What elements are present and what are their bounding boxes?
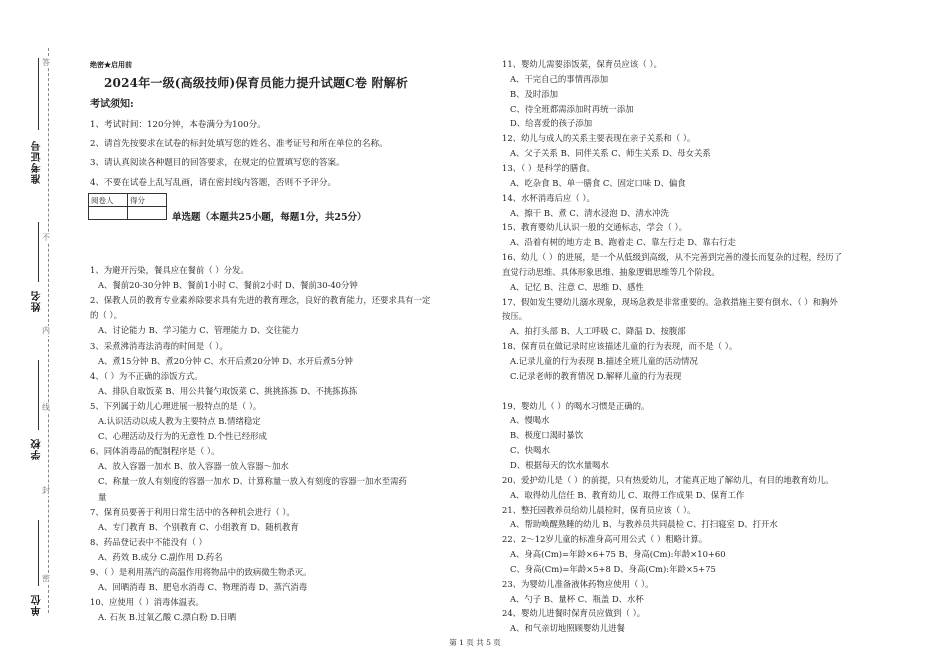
- question-line: 8、药品登记表中不能没有（ ）: [90, 536, 207, 547]
- answer-option-line: A、慢喝水: [510, 415, 550, 426]
- question-line: 1、为避开污染，餐具应在餐前（ ）分发。: [90, 265, 249, 275]
- answer-option-line: B、极度口渴时暴饮: [510, 430, 584, 441]
- question-line: 22、2～12岁儿童的标准身高可用公式（ ）粗略计算。: [502, 534, 708, 545]
- answer-option-line: A、排队自取饭菜 B、用公共餐勺取饭菜 C、挑挑拣拣 D、不挑拣拣拣: [98, 385, 358, 396]
- answer-option-line: A、干完自己的事情再添加: [510, 73, 609, 84]
- notice-heading: 考试须知:: [90, 99, 134, 110]
- answer-option-line: A、讨论能力 B、学习能力 C、管理能力 D、交往能力: [98, 325, 299, 336]
- page-title: 2024年一级(高级技师)保育员能力提升试题C卷 附解析: [104, 76, 409, 90]
- answer-option-line: D、根据每天的饮水量喝水: [510, 459, 609, 470]
- school-blank[interactable]: [38, 360, 39, 430]
- notice-line: 1、考试时间：120分钟，本卷满分为100分。: [90, 120, 266, 130]
- answer-option-line: D、给喜爱的孩子添加: [510, 118, 593, 129]
- seal-mark: 不: [42, 233, 50, 242]
- question-line: 23、为婴幼儿准备液体药物应使用（ ）。: [502, 578, 654, 589]
- field-unit: 单位: [32, 594, 43, 616]
- question-line: 11、婴幼儿需要添饭菜，保育员应该（ ）。: [502, 59, 662, 69]
- question-line: 19、婴幼儿（ ）的喝水习惯是正确的。: [502, 400, 650, 411]
- score-table-score: 得分: [128, 194, 167, 207]
- question-line: 17、假如发生婴幼儿溺水现象，现场急救是非常重要的。急救措施主要有倒水、（ ）和胸外: [502, 296, 838, 307]
- question-line: 16、幼儿（ ）的进展，是一个从低级到高级，从不完善到完善的漫长而复杂的过程，经历了: [502, 252, 842, 263]
- field-exam-number: 准考证号: [32, 140, 43, 184]
- question-line: 2、保教人员的教育专业素养除要求具有先进的教育理念，良好的教育能力，还要求具有一定: [90, 295, 431, 306]
- answer-option-line: A、帮助唤醒熟睡的幼儿 B、与教养员共同晨检 C、打扫寝室 D、打开水: [510, 519, 778, 530]
- question-line: 直觉行动思维、具体形象思维、抽象逻辑思维等几个阶段。: [502, 266, 720, 277]
- seal-mark: 线: [42, 403, 50, 412]
- answer-option-line: A. 石灰 B.过氧乙酸 C.漂白粉 D.日晒: [98, 612, 237, 623]
- field-name: 姓名: [32, 290, 43, 312]
- answer-option-line: A.认识活动以成人教为主要特点 B.情绪稳定: [98, 416, 261, 426]
- answer-option-line: A、勺子 B、量杯 C、瓶盖 D、水杯: [510, 593, 644, 604]
- question-line: 15、教育婴幼儿认识一般的交通标志，学会（ ）。: [502, 222, 687, 233]
- seal-mark: 内: [42, 326, 50, 335]
- answer-option-line: A、取得幼儿信任 B、教育幼儿 C、取得工作成果 D、保育工作: [510, 489, 745, 500]
- answer-option-line: A、身高(Cm)=年龄×6+75 B、身高(Cm):年龄×10+60: [510, 549, 726, 560]
- score-cell[interactable]: [89, 207, 128, 220]
- name-blank[interactable]: [38, 222, 39, 282]
- answer-option-line: A、记忆 B、注意 C、思维 D、感性: [510, 281, 644, 292]
- answer-option-line: 量: [98, 491, 107, 502]
- question-line: 4、（ ）为不正确的添饭方式。: [90, 370, 203, 381]
- answer-option-line: A、药效 B.成分 C.副作用 D.药名: [98, 551, 223, 562]
- seal-mark: 密: [42, 574, 50, 583]
- question-line: 3、采煮沸消毒法消毒的时间是（ ）。: [90, 340, 228, 351]
- answer-option-line: A、回晒消毒 B、肥皂水消毒 C、物理消毒 D、蒸汽消毒: [98, 582, 308, 593]
- answer-option-line: A、擦干 B、煮 C、清水浸泡 D、清水冲洗: [510, 207, 669, 218]
- question-line: 5、下列属于幼儿心理进展一般特点的是（ ）。: [90, 400, 262, 411]
- answer-option-line: C、身高(Cm)=年龄×5+8 D、身高(Cm):年龄×5+75: [510, 563, 716, 574]
- unit-blank[interactable]: [38, 520, 39, 586]
- seal-mark: 封: [42, 486, 50, 495]
- answer-option-line: B、及时添加: [510, 88, 559, 99]
- answer-option-line: A、煮15分钟 B、煮20分钟 C、水开后煮20分钟 D、水开后煮5分钟: [98, 355, 353, 366]
- binding-strip: [0, 0, 82, 671]
- notice-line: 2、请首先按要求在试卷的标封处填写您的姓名、准考证号和所在单位的名称。: [90, 139, 388, 149]
- answer-option-line: A、餐前20-30分钟 B、餐前1小时 C、餐前2小时 D、餐前30-40分钟: [98, 280, 358, 291]
- question-line: 7、保育员要善于利用日常生活中的各种机会进行（ ）。: [90, 506, 295, 517]
- question-line: 9、（ ）是利用蒸汽的高温作用将物品中的致病微生物杀灭。: [90, 567, 312, 577]
- answer-option-line: C、快喝水: [510, 445, 550, 456]
- answer-option-line: C、待全班都需添加时再统一添加: [510, 103, 634, 114]
- answer-option-line: A、放入容器一加水 B、放入容器一放入容器～加水: [98, 461, 289, 472]
- question-line: 18、保育员在做记录时应该描述儿童的行为表现，而不是（ ）。: [502, 341, 738, 352]
- question-line: 21、整托园教养员给幼儿晨检时，保育员应该（ ）。: [502, 504, 696, 515]
- question-line: 12、幼儿与成人的关系主要表现在亲子关系和（ ）。: [502, 133, 696, 144]
- question-line: 24、婴幼儿进餐时保育员应做到（ ）。: [502, 608, 646, 619]
- answer-option-line: C、称量一放人有刻度的容器一加水 D、计算称量一放入有刻度的容器一加水至需药: [98, 476, 407, 487]
- question-line: 13、（ ）是科学的膳食。: [502, 162, 595, 173]
- answer-option-line: A、沿着有树的地方走 B、跑着走 C、靠左行走 D、靠右行走: [510, 237, 736, 248]
- answer-option-line: A、拍打头部 B、人工呼吸 C、降温 D、按腹部: [510, 326, 686, 337]
- score-table: [88, 193, 167, 220]
- notice-line: 3、请认真阅读各种题目的回答要求，在规定的位置填写您的答案。: [90, 158, 345, 168]
- score-cell[interactable]: [128, 207, 167, 220]
- section-heading: 单选题（本题共25小题，每题1分，共25分）: [172, 212, 367, 223]
- secret-label: 绝密★启用前: [90, 60, 132, 69]
- field-school: 学校: [32, 438, 43, 460]
- seal-mark: 答: [42, 58, 50, 67]
- answer-option-line: A.记录儿童的行为表现 B.描述全班儿童的活动情况: [510, 356, 698, 366]
- answer-option-line: A、和气亲切地照顾婴幼儿进餐: [510, 623, 625, 634]
- question-line: 6、同体消毒品的配制程序是（ ）。: [90, 446, 220, 457]
- page-footer: 第 1 页 共 5 页: [449, 638, 501, 647]
- answer-option-line: C.记录老师的教育情况 D.解释儿童的行为表现: [510, 370, 682, 381]
- question-line: 14、水杯消毒后应（ ）。: [502, 192, 595, 203]
- question-line: 20、爱护幼儿是（ ）的前提，只有热爱幼儿，才能真正地了解幼儿，有目的地教育幼儿。: [502, 474, 834, 485]
- answer-option-line: A、父子关系 B、同伴关系 C、师生关系 D、母女关系: [510, 148, 711, 159]
- score-table-grader: 阅卷人: [89, 194, 128, 207]
- question-line: 10、应使用（ ）消毒体温表。: [90, 597, 204, 608]
- question-line: 按压。: [502, 311, 528, 322]
- answer-option-line: A、专门教育 B、个别教育 C、小组教育 D、随机教育: [98, 521, 299, 532]
- question-line: 的（ ）。: [90, 310, 122, 321]
- notice-line: 4、不要在试卷上乱写乱画，请在密封线内答题，否则不予评分。: [90, 178, 337, 188]
- answer-option-line: C、心理活动及行为的无意性 D.个性已经形成: [98, 431, 267, 442]
- answer-option-line: A、吃杂食 B、单一膳食 C、固定口味 D、偏食: [510, 177, 686, 188]
- exam-number-blank[interactable]: [38, 58, 39, 130]
